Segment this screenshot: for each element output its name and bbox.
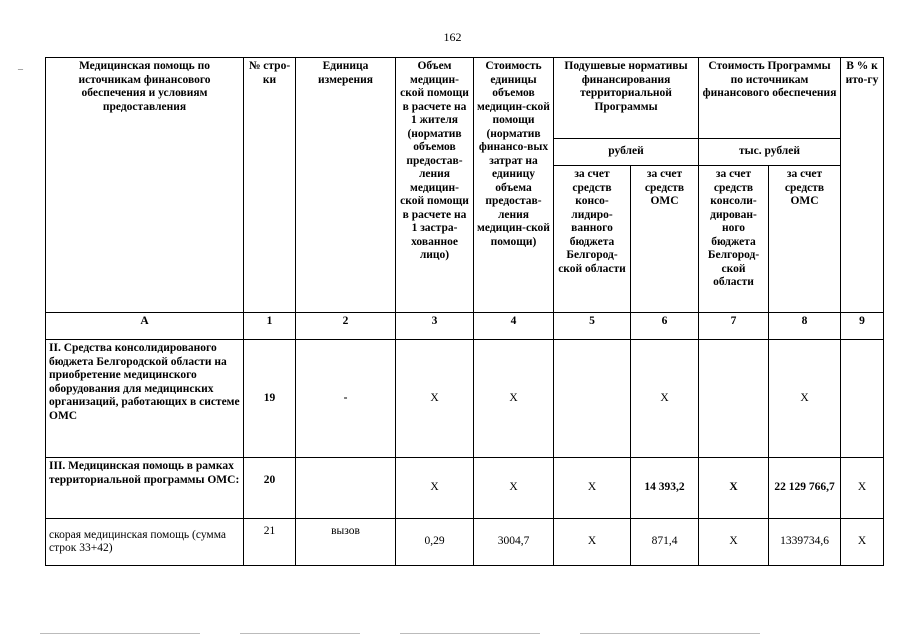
table-row [46,340,884,458]
page-number: 162 [443,30,462,44]
row-cell-6: 14 393,2 [631,458,699,519]
row-line-number: 21 [244,519,296,566]
header-col-9: В % к ито-гу [841,58,884,313]
row-cell-6: 871,4 [631,519,699,566]
column-number: 1 [244,313,296,340]
column-number: 7 [699,313,769,340]
row-cell-7: Х [699,519,769,566]
row-cell-5: Х [554,458,631,519]
header-col-8: за счет средств ОМС [769,166,841,313]
header-unit-thous: тыс. рублей [699,139,841,166]
row-line-number: 20 [244,458,296,519]
column-number: 3 [396,313,474,340]
header-col-1: № стро-ки [244,58,296,313]
header-col-6: за счет средств ОМС [631,166,699,313]
header-row-1 [46,58,884,139]
row-cell-9: Х [841,458,884,519]
table-row [46,519,884,566]
header-group-cost: Стоимость Программы по источникам финансового обеспечения [699,58,841,139]
row-label: II. Средства консолидированого бюджета Белгородской области на приобретение медицинского оборудования для медицинских организаций, работающих в системе ОМС [46,340,244,458]
column-number: 9 [841,313,884,340]
row-cell-3: Х [396,340,474,458]
column-number: 2 [296,313,396,340]
row-line-number: 19 [244,340,296,458]
header-col-a: Медицинская помощь по источникам финансового обеспечения и условиям предоставления [46,58,244,313]
row-cell-9 [841,340,884,458]
row-cell-4: 3004,7 [474,519,554,566]
header-unit-rub: рублей [554,139,699,166]
row-label: III. Медицинская помощь в рамках территориальной программы ОМС: [46,458,244,519]
row-cell-8: 1339734,6 [769,519,841,566]
row-unit: вызов [296,519,396,566]
side-mark: – [18,64,23,75]
row-unit [296,458,396,519]
row-cell-7: Х [699,458,769,519]
scan-artifact-lines [0,628,905,640]
row-label: скорая медицинская помощь (сумма строк 33+42) [46,519,244,566]
table-row [46,458,884,519]
row-cell-3: 0,29 [396,519,474,566]
column-number: 6 [631,313,699,340]
header-col-3: Объем медицин-ской помощи в расчете на 1 жителя (норматив объемов предостав-ления медицин-ской помощи в расчете на 1 застра-хованное лицо) [396,58,474,313]
row-cell-8: 22 129 766,7 [769,458,841,519]
row-cell-9: Х [841,519,884,566]
column-number: 8 [769,313,841,340]
header-col-7: за счет средств консоли-дирован-ного бюджета Белгород-ской области [699,166,769,313]
row-cell-6: Х [631,340,699,458]
financing-table [45,57,884,566]
header-col-2: Единица измерения [296,58,396,313]
column-number: 4 [474,313,554,340]
row-cell-4: Х [474,340,554,458]
header-col-4: Стоимость единицы объемов медицин-ской помощи (норматив финансо-вых затрат на единицу объема предостав-ления медицин-ской помощи) [474,58,554,313]
row-cell-5 [554,340,631,458]
row-cell-4: Х [474,458,554,519]
row-cell-5: Х [554,519,631,566]
row-unit: - [296,340,396,458]
row-cell-3: Х [396,458,474,519]
header-group-per-capita: Подушевые нормативы финансирования территориальной Программы [554,58,699,139]
header-col-5: за счет средств консо-лидиро-ванного бюджета Белгород-ской области [554,166,631,313]
row-cell-7 [699,340,769,458]
column-number: 5 [554,313,631,340]
row-cell-8: Х [769,340,841,458]
column-number: А [46,313,244,340]
column-number-row [46,313,884,340]
